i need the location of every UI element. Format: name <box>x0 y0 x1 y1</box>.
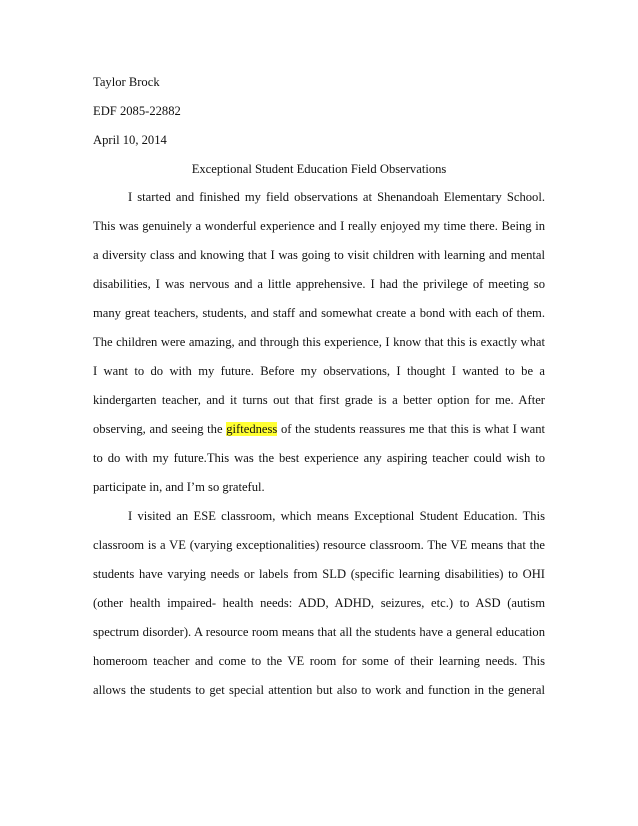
paragraph-line: classroom is a VE (varying exceptionalities) resource classroom. The VE means that the <box>93 538 545 552</box>
paragraph-line: disabilities, I was nervous and a little apprehensive. I had the privilege of meeting so <box>93 277 545 291</box>
paragraph-line: a diversity class and knowing that I was going to visit children with learning and mental <box>93 248 545 262</box>
line-text-after: of the students reassures me that this is what I want <box>277 422 545 436</box>
paragraph-line: many great teachers, students, and staff and somewhat create a bond with each of them. <box>93 306 545 320</box>
document-title: Exceptional Student Education Field Observations <box>191 162 447 176</box>
document-date: April 10, 2014 <box>93 133 167 147</box>
paragraph-line: I started and finished my field observations at Shenandoah Elementary School. <box>128 190 545 204</box>
course-code: EDF 2085-22882 <box>93 104 181 118</box>
paragraph-line: spectrum disorder). A resource room means that all the students have a general education <box>93 625 545 639</box>
highlighted-word: giftedness <box>226 422 278 436</box>
paragraph-line: students have varying needs or labels from SLD (specific learning disabilities) to OHI <box>93 567 545 581</box>
paragraph-line: This was genuinely a wonderful experience and I really enjoyed my time there. Being in <box>93 219 545 233</box>
paragraph-line: (other health impaired- health needs: ADD, ADHD, seizures, etc.) to ASD (autism <box>93 596 545 610</box>
author-name: Taylor Brock <box>93 75 160 89</box>
paragraph-line-highlighted <box>93 422 545 437</box>
paragraph-line: I visited an ESE classroom, which means Exceptional Student Education. This <box>128 509 545 523</box>
line-text-before: observing, and seeing the <box>93 422 227 436</box>
paragraph-line: kindergarten teacher, and it turns out that first grade is a better option for me. After <box>93 393 545 407</box>
paragraph-line: to do with my future.This was the best experience any aspiring teacher could wish to <box>93 451 545 465</box>
paragraph-line: participate in, and I’m so grateful. <box>93 480 265 494</box>
paragraph-line: The children were amazing, and through this experience, I know that this is exactly what <box>93 335 545 349</box>
paragraph-line: I want to do with my future. Before my observations, I thought I wanted to be a <box>93 364 545 378</box>
paragraph-line: allows the students to get special attention but also to work and function in the general <box>93 683 545 697</box>
paragraph-line: homeroom teacher and come to the VE room for some of their learning needs. This <box>93 654 545 668</box>
